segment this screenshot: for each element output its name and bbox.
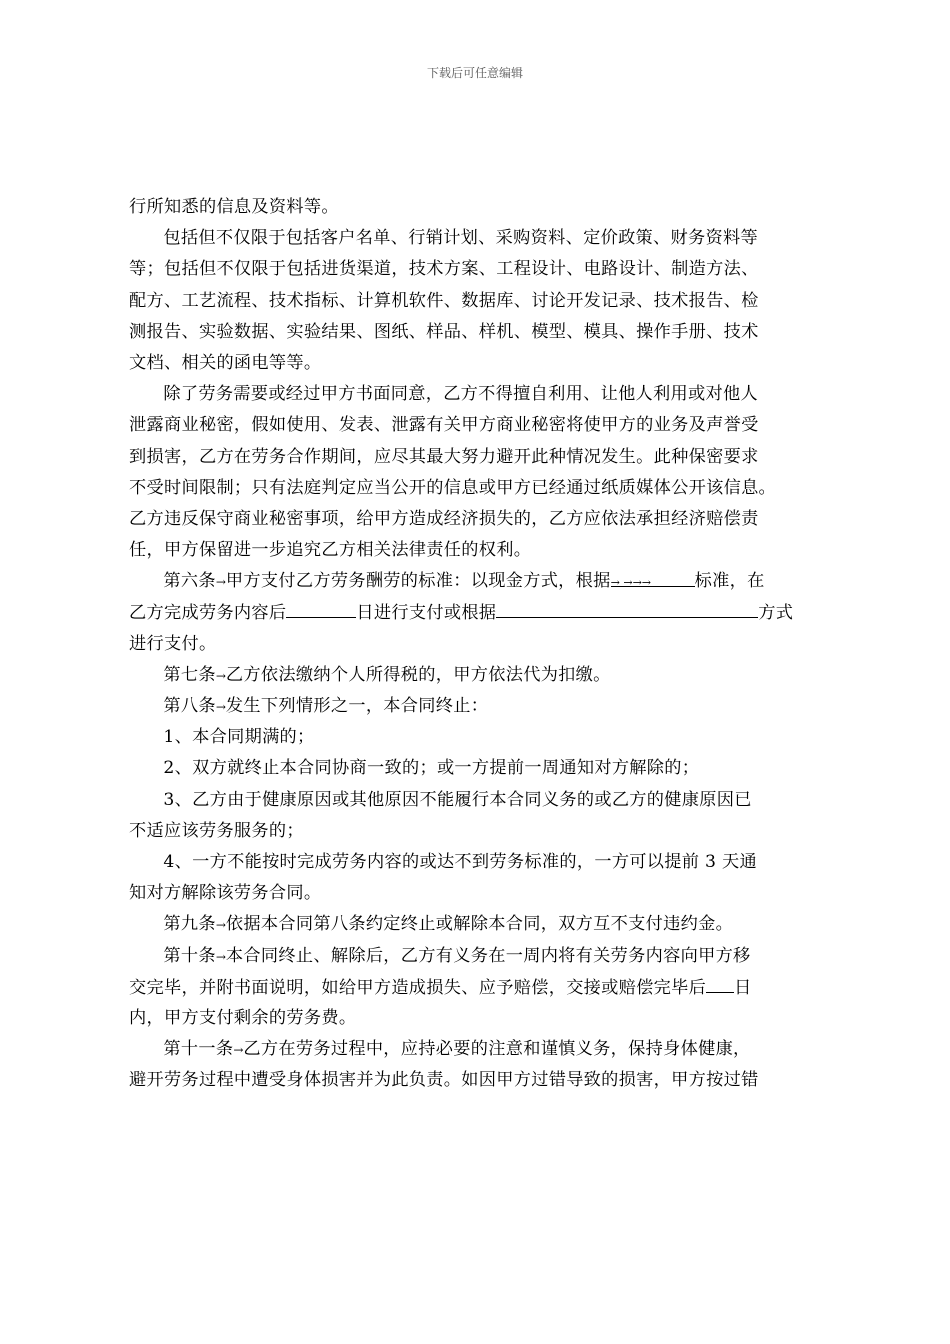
article-text: 标准，在: [694, 571, 765, 592]
article-9: [129, 909, 824, 940]
blank-standard: → →→→: [611, 566, 695, 587]
article-7: [129, 660, 824, 691]
text-line: 配方、工艺流程、技术指标、计算机软件、数据库、讨论开发记录、技术报告、检: [129, 290, 759, 311]
text-line: [129, 223, 824, 254]
article-6-line-1: [129, 566, 824, 597]
article-text: 日: [734, 977, 752, 998]
text-line: 不受时间限制；只有法庭判定应当公开的信息或甲方已经通过纸质媒体公开该信息。: [129, 477, 777, 498]
blank-method: [496, 597, 758, 618]
text-span: 2、双方就终止本合同协商一致的；或一方提前一周通知对方解除的；: [163, 758, 700, 779]
article-label: 第十条: [163, 945, 216, 966]
article-10-line-1: [129, 941, 824, 972]
blank-days: [286, 597, 356, 618]
article-10-line-3: 内，甲方支付剩余的劳务费。: [129, 1007, 357, 1028]
article-label: 第六条: [163, 571, 216, 592]
list-item: [129, 847, 824, 878]
text-line: 行所知悉的信息及资料等。: [129, 197, 339, 217]
text-line: 文档、相关的函电等等。: [129, 352, 322, 373]
text-span: 除了劳务需要或经过甲方书面同意，乙方不得擅自利用、让他人利用或对他人: [163, 384, 758, 405]
article-11-line-1: [129, 1034, 824, 1065]
text-line: 测报告、实验数据、实验结果、图纸、样品、样机、模型、模具、操作手册、技术: [129, 321, 759, 342]
article-text: 方式: [758, 603, 794, 624]
article-text: 依据本合同第八条约定终止或解除本合同，双方互不支付违约金。: [225, 914, 734, 935]
text-span: 1、本合同期满的；: [163, 727, 315, 748]
article-text: 发生下列情形之一，本合同终止：: [225, 696, 489, 716]
text-line: [129, 379, 824, 410]
article-6-line-2: [129, 597, 824, 628]
list-item: 知对方解除该劳务合同。: [129, 883, 322, 904]
tab-arrow-icon: →: [215, 668, 226, 683]
article-text: 甲方支付乙方劳务酬劳的标准：以现金方式，根据: [225, 571, 611, 592]
tab-arrow-icon: →: [215, 949, 226, 964]
text-span: 3、乙方由于健康原因或其他原因不能履行本合同义务的或乙方的健康原因已: [163, 789, 752, 810]
text-span: 包括但不仅限于包括客户名单、行销计划、采购资料、定价政策、财务资料等: [163, 228, 758, 249]
page-header: 下载后可任意编辑: [426, 66, 523, 80]
text-line: 等；包括但不仅限于包括进货渠道，技术方案、工程设计、电路设计、制造方法、: [129, 259, 759, 280]
list-item: [129, 722, 824, 753]
text-line: 乙方违反保守商业秘密事项，给甲方造成经济损失的，乙方应依法承担经济赔偿责: [129, 508, 759, 529]
list-item: [129, 785, 824, 816]
article-text: 本合同终止、解除后，乙方有义务在一周内将有关劳务内容向甲方移: [225, 945, 751, 966]
article-text: 交完毕，并附书面说明，如给甲方造成损失、应予赔偿，交接或赔偿完毕后: [129, 977, 707, 998]
article-text: 乙方在劳务过程中，应持必要的注意和谨慎义务，保持身体健康，: [243, 1039, 751, 1060]
document-body: [129, 192, 824, 1096]
tab-arrow-icon: →: [215, 700, 226, 714]
article-6-line-3: 进行支付。: [129, 633, 217, 654]
list-item: 不适应该劳务服务的；: [129, 820, 304, 841]
blank-days: [706, 972, 734, 993]
text-line: 任，甲方保留进一步追究乙方相关法律责任的权利。: [129, 540, 532, 561]
article-text: 乙方依法缴纳个人所得税的，甲方依法代为扣缴。: [225, 664, 611, 685]
tab-arrow-icon: →: [233, 1043, 244, 1058]
article-text: 日进行支付或根据: [356, 603, 497, 624]
article-8: [129, 691, 824, 722]
article-label: 第十一条: [163, 1039, 234, 1060]
article-text: 乙方完成劳务内容后: [129, 603, 287, 624]
text-line: 泄露商业秘密，假如使用、发表、泄露有关甲方商业秘密将使甲方的业务及声誉受: [129, 415, 759, 436]
article-10-line-2: [129, 972, 824, 1003]
article-label: 第八条: [163, 696, 216, 716]
text-span: 4、一方不能按时完成劳务内容的或达不到劳务标准的，一方可以提前 3 天通: [163, 851, 757, 872]
tab-arrow-icon: →: [215, 575, 226, 590]
text-line: 到损害，乙方在劳务合作期间，应尽其最大努力避开此种情况发生。此种保密要求: [129, 446, 759, 467]
article-label: 第九条: [163, 914, 216, 935]
tab-arrow-icon: →: [215, 918, 226, 933]
article-11-line-2: 避开劳务过程中遭受身体损害并为此负责。如因甲方过错导致的损害，甲方按过错: [129, 1070, 759, 1091]
article-label: 第七条: [163, 664, 216, 685]
list-item: [129, 753, 824, 784]
